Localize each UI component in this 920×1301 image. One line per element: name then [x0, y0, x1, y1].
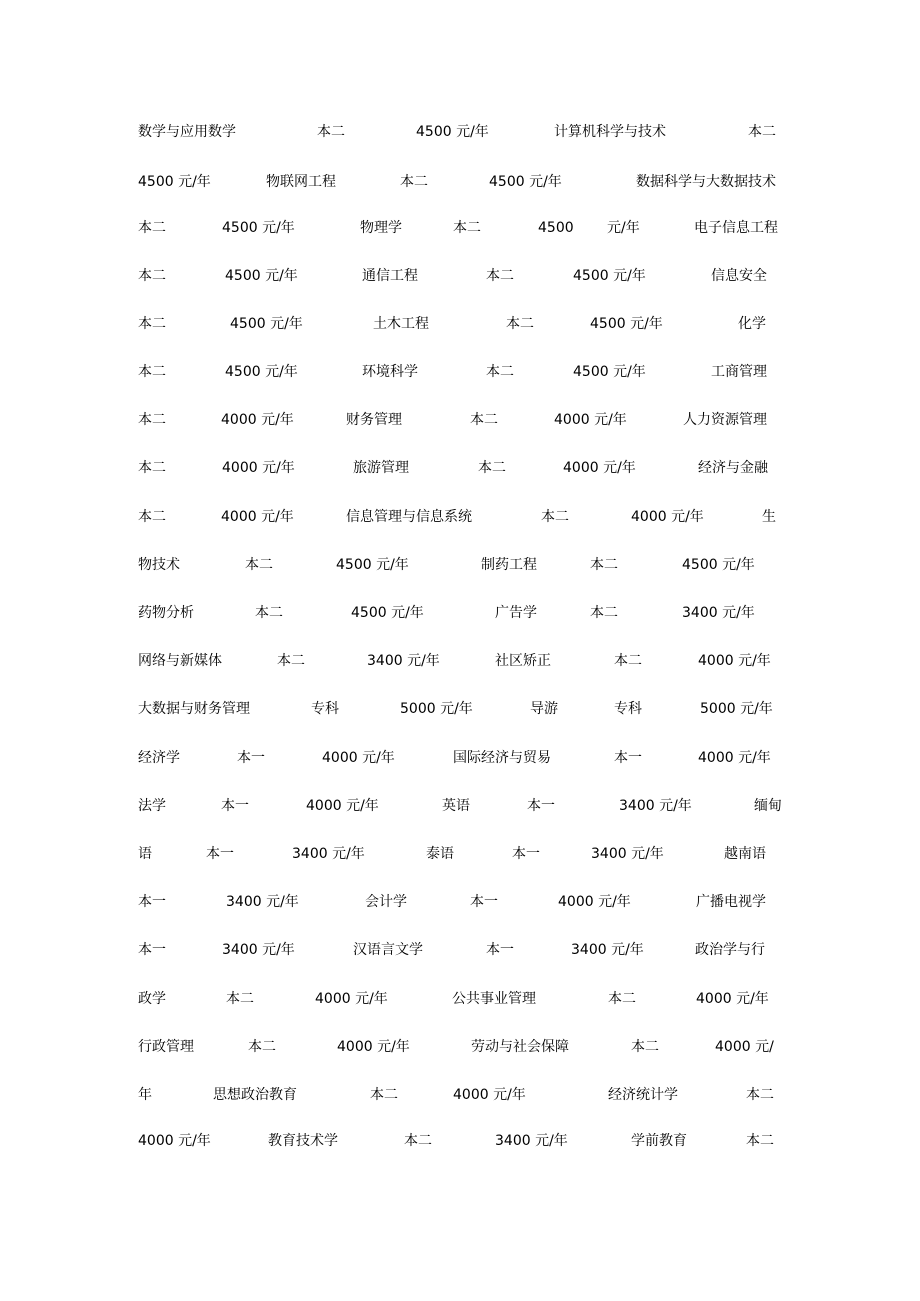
- degree-level: 本二: [470, 412, 498, 428]
- text-line: [0, 1037, 920, 1061]
- degree-level: 本二: [138, 220, 166, 236]
- tuition-fee: 5000 元/年: [400, 701, 473, 717]
- degree-level: 本二: [370, 1087, 398, 1103]
- degree-level: 本二: [486, 268, 514, 284]
- degree-level: 本二: [486, 364, 514, 380]
- text-line: [0, 314, 920, 338]
- major-name: 信息安全: [711, 268, 767, 284]
- major-name: 国际经济与贸易: [453, 750, 551, 766]
- degree-level: 本二: [138, 460, 166, 476]
- major-name: 经济统计学: [608, 1087, 678, 1103]
- major-name: 土木工程: [373, 316, 429, 332]
- major-name: 会计学: [365, 894, 407, 910]
- text-line: [0, 699, 920, 723]
- degree-level: 本二: [748, 124, 776, 140]
- tuition-fee: 4500 元/年: [416, 124, 489, 140]
- tuition-unit: 年: [138, 1087, 152, 1103]
- degree-level: 本二: [138, 268, 166, 284]
- degree-level: 本二: [614, 653, 642, 669]
- tuition-fee: 4000 元/年: [563, 460, 636, 476]
- text-line: [0, 122, 920, 146]
- tuition-fee: 4500 元/年: [351, 605, 424, 621]
- degree-level: 本二: [138, 412, 166, 428]
- tuition-fee: 4500: [538, 220, 574, 236]
- tuition-fee: 4500 元/年: [682, 557, 755, 573]
- major-name: 物理学: [360, 220, 402, 236]
- text-line: [0, 362, 920, 386]
- degree-level: 本二: [590, 605, 618, 621]
- degree-level: 本二: [478, 460, 506, 476]
- degree-level: 本二: [138, 509, 166, 525]
- tuition-fee: 4500 元/年: [230, 316, 303, 332]
- degree-level: 本二: [746, 1133, 774, 1149]
- degree-level: 本二: [277, 653, 305, 669]
- tuition-fee: 4500 元/年: [590, 316, 663, 332]
- degree-level: 本二: [317, 124, 345, 140]
- text-line: [0, 458, 920, 482]
- text-line: [0, 507, 920, 531]
- major-name: 人力资源管理: [683, 412, 767, 428]
- tuition-fee: 4500 元/年: [573, 364, 646, 380]
- degree-level: 本二: [404, 1133, 432, 1149]
- tuition-fee: 4500 元/年: [225, 268, 298, 284]
- degree-level: 本一: [470, 894, 498, 910]
- major-name: 广告学: [495, 605, 537, 621]
- tuition-fee: 4000 元/年: [698, 750, 771, 766]
- tuition-fee: 4000 元/年: [337, 1039, 410, 1055]
- text-line: [0, 844, 920, 868]
- tuition-fee: 4000 元/年: [322, 750, 395, 766]
- major-name: 法学: [138, 798, 166, 814]
- degree-level: 本一: [486, 942, 514, 958]
- degree-level: 本二: [226, 991, 254, 1007]
- major-name: 生: [762, 509, 776, 525]
- tuition-fee: 4000 元/年: [696, 991, 769, 1007]
- major-name: 泰语: [426, 846, 454, 862]
- major-name: 语: [138, 846, 152, 862]
- degree-level: 本二: [506, 316, 534, 332]
- tuition-fee: 4000 元/年: [138, 1133, 211, 1149]
- degree-level: 本二: [248, 1039, 276, 1055]
- major-name: 思想政治教育: [213, 1087, 297, 1103]
- major-name: 数学与应用数学: [138, 124, 236, 140]
- major-name: 汉语言文学: [353, 942, 423, 958]
- major-name: 物联网工程: [266, 174, 336, 190]
- major-name: 电子信息工程: [694, 220, 778, 236]
- major-name: 缅甸: [754, 798, 782, 814]
- major-name: 计算机科学与技术: [554, 124, 666, 140]
- major-name: 工商管理: [711, 364, 767, 380]
- major-name: 财务管理: [346, 412, 402, 428]
- major-name: 网络与新媒体: [138, 653, 222, 669]
- major-name: 劳动与社会保障: [471, 1039, 569, 1055]
- tuition-fee: 4000 元/年: [221, 509, 294, 525]
- major-name: 广播电视学: [696, 894, 766, 910]
- text-line: [0, 266, 920, 290]
- tuition-fee: 5000 元/年: [700, 701, 773, 717]
- degree-level: 本一: [138, 942, 166, 958]
- text-line: [0, 940, 920, 964]
- degree-level: 本二: [608, 991, 636, 1007]
- text-line: [0, 748, 920, 772]
- text-line: [0, 989, 920, 1013]
- degree-level: 本二: [245, 557, 273, 573]
- major-name: 政学: [138, 991, 166, 1007]
- tuition-fee: 3400 元/年: [495, 1133, 568, 1149]
- text-line: [0, 1131, 920, 1155]
- major-name: 越南语: [724, 846, 766, 862]
- major-name: 英语: [442, 798, 470, 814]
- tuition-fee: 4500 元/年: [336, 557, 409, 573]
- tuition-fee: 4000 元/年: [698, 653, 771, 669]
- tuition-fee: 3400 元/年: [619, 798, 692, 814]
- degree-level: 本一: [221, 798, 249, 814]
- major-name: 环境科学: [362, 364, 418, 380]
- text-line: [0, 892, 920, 916]
- degree-level: 本一: [138, 894, 166, 910]
- major-name: 教育技术学: [268, 1133, 338, 1149]
- tuition-fee: 3400 元/年: [292, 846, 365, 862]
- degree-level: 本一: [512, 846, 540, 862]
- major-name: 旅游管理: [353, 460, 409, 476]
- tuition-fee: 3400 元/年: [591, 846, 664, 862]
- tuition-fee: 4000 元/年: [631, 509, 704, 525]
- tuition-fee: 4500 元/年: [225, 364, 298, 380]
- tuition-fee: 3400 元/年: [682, 605, 755, 621]
- degree-level: 本一: [614, 750, 642, 766]
- major-name: 学前教育: [631, 1133, 687, 1149]
- text-line: [0, 410, 920, 434]
- degree-level: 本二: [590, 557, 618, 573]
- tuition-fee: 4000 元/年: [221, 412, 294, 428]
- degree-level: 本一: [206, 846, 234, 862]
- text-line: [0, 796, 920, 820]
- tuition-fee: 4500 元/年: [138, 174, 211, 190]
- major-name: 大数据与财务管理: [138, 701, 250, 717]
- tuition-fee: 4000 元/年: [306, 798, 379, 814]
- text-line: [0, 218, 920, 242]
- tuition-fee: 4000 元/年: [554, 412, 627, 428]
- degree-level: 本二: [138, 364, 166, 380]
- major-name: 数据科学与大数据技术: [636, 174, 776, 190]
- text-line: [0, 651, 920, 675]
- major-name: 导游: [530, 701, 558, 717]
- major-name: 经济学: [138, 750, 180, 766]
- degree-level: 专科: [311, 701, 339, 717]
- degree-level: 本二: [138, 316, 166, 332]
- major-name: 公共事业管理: [452, 991, 536, 1007]
- degree-level: 本二: [453, 220, 481, 236]
- tuition-fee: 4500 元/年: [222, 220, 295, 236]
- tuition-fee: 4000 元/: [715, 1039, 774, 1055]
- degree-level: 本一: [527, 798, 555, 814]
- major-name: 政治学与行: [695, 942, 765, 958]
- degree-level: 本二: [631, 1039, 659, 1055]
- degree-level: 本二: [541, 509, 569, 525]
- tuition-fee: 3400 元/年: [571, 942, 644, 958]
- major-name: 通信工程: [362, 268, 418, 284]
- tuition-fee: 4000 元/年: [558, 894, 631, 910]
- tuition-fee: 4000 元/年: [315, 991, 388, 1007]
- degree-level: 本二: [746, 1087, 774, 1103]
- major-name: 社区矫正: [495, 653, 551, 669]
- tuition-fee: 4500 元/年: [489, 174, 562, 190]
- text-line: [0, 555, 920, 579]
- tuition-fee: 4000 元/年: [222, 460, 295, 476]
- major-name: 信息管理与信息系统: [346, 509, 472, 525]
- major-name: 药物分析: [138, 605, 194, 621]
- major-name: 制药工程: [481, 557, 537, 573]
- degree-level: 本一: [237, 750, 265, 766]
- tuition-fee: 3400 元/年: [226, 894, 299, 910]
- text-line: [0, 172, 920, 196]
- major-name: 行政管理: [138, 1039, 194, 1055]
- tuition-fee: 4500 元/年: [573, 268, 646, 284]
- tuition-fee: 3400 元/年: [222, 942, 295, 958]
- degree-level: 本二: [255, 605, 283, 621]
- tuition-fee: 4000 元/年: [453, 1087, 526, 1103]
- degree-level: 本二: [400, 174, 428, 190]
- degree-level: 专科: [614, 701, 642, 717]
- tuition-unit: 元/年: [607, 220, 640, 236]
- text-line: [0, 1085, 920, 1109]
- text-line: [0, 603, 920, 627]
- major-name: 经济与金融: [698, 460, 768, 476]
- tuition-fee: 3400 元/年: [367, 653, 440, 669]
- major-name: 化学: [738, 316, 766, 332]
- major-name: 物技术: [138, 557, 180, 573]
